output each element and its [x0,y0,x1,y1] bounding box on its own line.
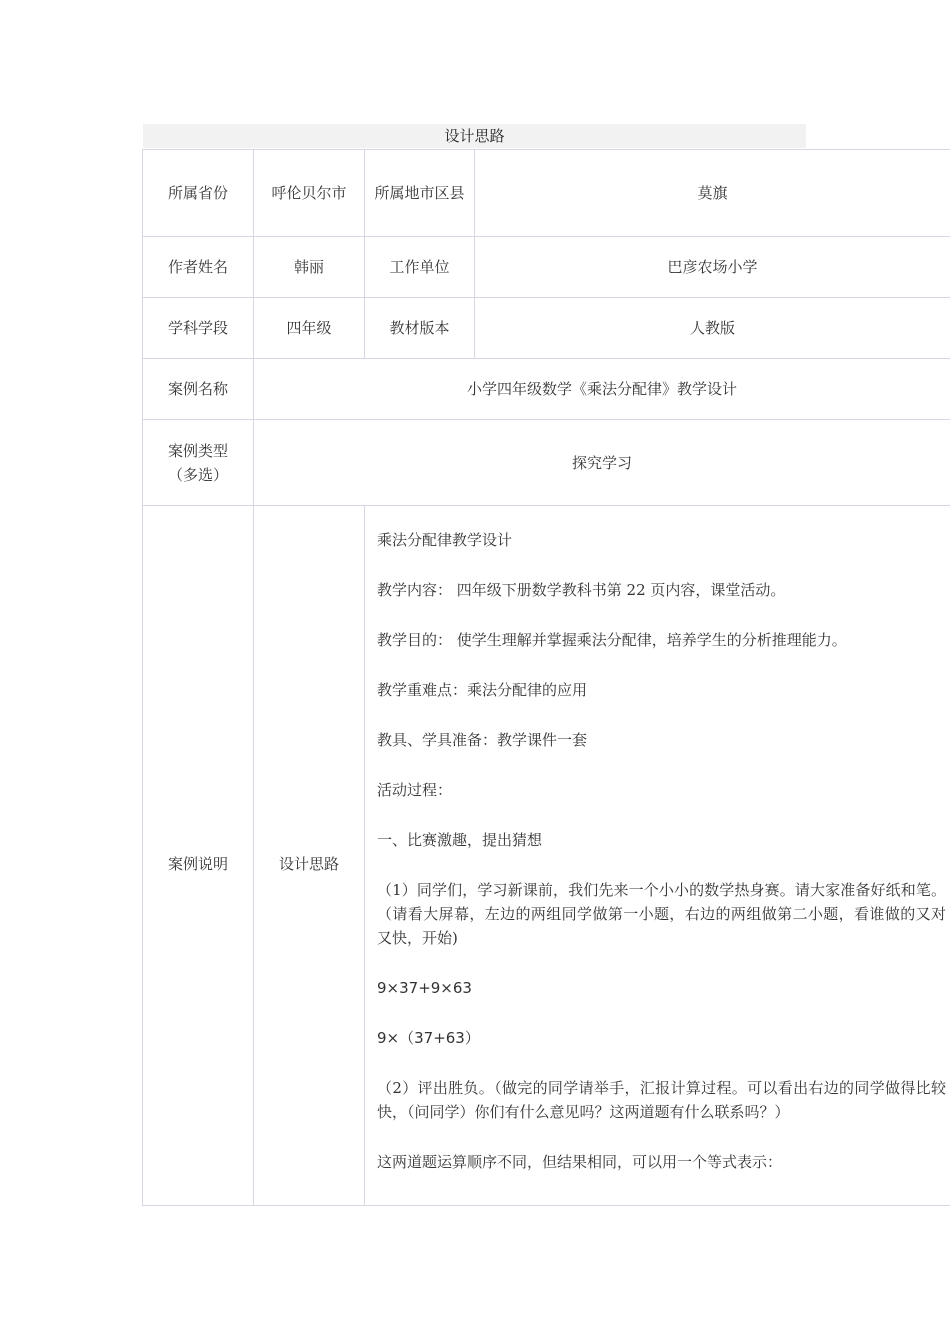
author-label: 作者姓名 [143,237,254,298]
province-label: 所属省份 [143,150,254,237]
province-value: 呼伦贝尔市 [254,150,365,237]
content-paragraph: 教学内容： 四年级下册数学教科书第 22 页内容，课堂活动。 [377,581,786,599]
case-desc-label: 案例说明 [143,506,254,1206]
formula-line: 9×37+9×63 [377,979,472,997]
content-paragraph: 一、比赛激趣，提出猜想 [377,831,543,849]
info-table [142,149,950,1206]
design-idea-label: 设计思路 [254,506,365,1206]
subject-label: 学科学段 [143,298,254,359]
content-paragraph: 教具、学具准备：教学课件一套 [377,731,588,749]
table-row [143,298,950,359]
page-title: 设计思路 [143,124,806,148]
table-row [143,506,950,1206]
formula-line: 9×（37+63） [377,1029,480,1047]
table-row [143,420,950,506]
subject-value: 四年级 [254,298,365,359]
content-paragraph: 乘法分配律教学设计 [377,531,513,549]
unit-value: 巴彦农场小学 [475,237,950,298]
table-row [143,150,950,237]
content-paragraph: 活动过程： [377,781,453,799]
city-label: 所属地市区县 [365,150,475,237]
case-name-value: 小学四年级数学《乘法分配律》教学设计 [254,359,950,420]
design-content [365,506,950,1206]
content-paragraph: 这两道题运算顺序不同，但结果相同，可以用一个等式表示： [377,1153,783,1171]
case-type-label-line1: 案例类型 [167,441,228,460]
case-type-label-line2: （多选） [167,465,228,484]
case-type-value: 探究学习 [254,420,950,506]
content-paragraph: 教学目的： 使学生理解并掌握乘法分配律，培养学生的分析推理能力。 [377,631,847,649]
content-paragraph: （1）同学们，学习新课前，我们先来一个小小的数学热身赛。请大家准备好纸和笔。（请看大屏幕，左边的两组同学做第一小题，右边的两组做第二小题，看谁做的又对又快，开始) [377,881,946,947]
content-paragraph: 教学重难点：乘法分配律的应用 [377,681,588,699]
content-paragraph: （2）评出胜负。（做完的同学请举手，汇报计算过程。可以看出右边的同学做得比较快，（问同学）你们有什么意见吗？这两道题有什么联系吗？） [377,1079,946,1121]
case-name-label: 案例名称 [143,359,254,420]
case-type-label [143,420,254,506]
unit-label: 工作单位 [365,237,475,298]
table-row [143,359,950,420]
edition-value: 人教版 [475,298,950,359]
city-value: 莫旗 [475,150,950,237]
table-row [143,237,950,298]
edition-label: 教材版本 [365,298,475,359]
author-value: 韩丽 [254,237,365,298]
